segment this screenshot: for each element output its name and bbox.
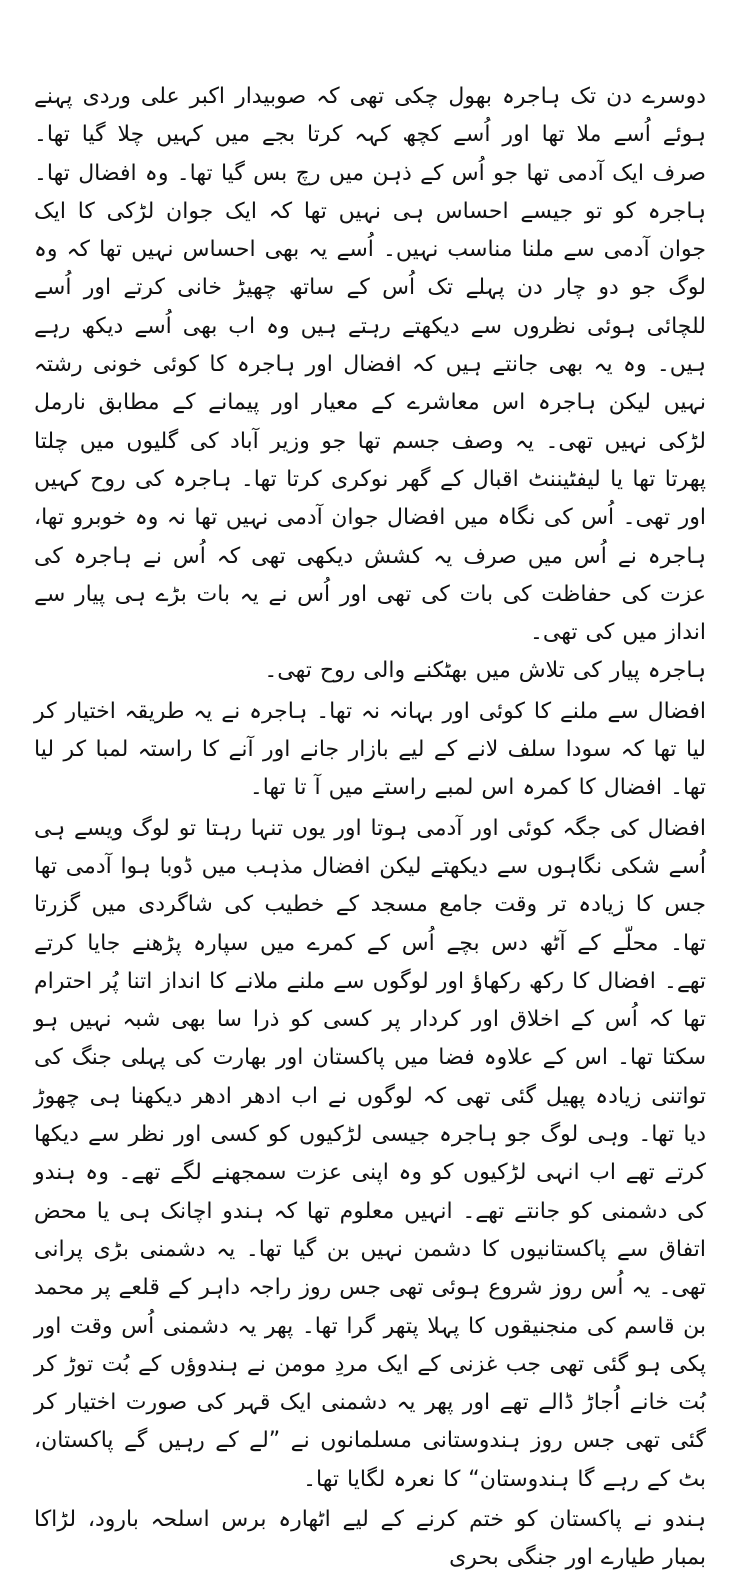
paragraph-afzal-mazhab: افضال کی جگہ کوئی اور آدمی ہوتا اور یوں تنہا رہتا تو لوگ ویسے ہی اُسے شکی نگاہوں سے دیکھتے لیکن افضال مذہب میں ڈوبا ہوا آدمی تھا جس کا زیادہ تر وقت جامع مسجد کے خطیب کی شاگردی میں گزرتا تھا۔ محلّے کے آٹھ دس بچے اُس کے کمرے میں سپارہ پڑھنے جایا کرتے تھے۔ افضال کا رکھ رکھاؤ اور لوگوں سے ملنے ملانے کا انداز اتنا پُر احترام تھا کہ اُس کے اخلاق اور کردار پر کسی کو ذرا سا بھی شبہ نہیں ہو سکتا تھا۔ اس کے علاوہ فضا میں پاکستان اور بھارت کی پہلی جنگ کی تواتنی زیادہ پھیل گئی تھی کہ لوگوں نے اب ادھر ادھر دیکھنا ہی چھوڑ دیا تھا۔ وہی لوگ جو ہاجرہ جیسی لڑکیوں کو کسی اور نظر سے دیکھا کرتے تھے اب انہی لڑکیوں کو وہ اپنی عزت سمجھنے لگے تھے۔ وہ ہندو کی دشمنی کو جانتے تھے۔ انہیں معلوم تھا کہ ہندو اچانک ہی یا محض اتفاق سے پاکستانیوں کا دشمن نہیں بن گیا تھا۔ یہ دشمنی بڑی پرانی تھی۔ یہ اُس روز شروع ہوئی تھی جس روز راجہ داہر کے قلعے پر محمد بن قاسم کی منجنیقوں کا پہلا پتھر گرا تھا۔ پھر یہ دشمنی اُس وقت اور پکی ہو گئی تھی جب غزنی کے ایک مردِ مومن نے ہندوؤں کے بُت توڑ کر بُت خانے اُجاڑ ڈالے تھے اور پھر یہ دشمنی ایک قہر کی صورت اختیار کر گئی تھی جس روز ہندوستانی مسلمانوں نے ”لے کے رہیں گے پاکستان، بٹ کے رہے گا ہندوستان“ کا نعرہ لگایا تھا۔ — [34, 815, 706, 1492]
paragraph-bazar: افضال سے ملنے کا کوئی اور بہانہ نہ تھا۔ ہاجرہ نے یہ طریقہ اختیار کر لیا تھا کہ سودا سلف لانے کے لیے بازار جانے اور آنے کا راستہ لمبا کر لیا تھا۔ افضال کا کمرہ اس لمبے راستے میں آ تا تھا۔ — [34, 698, 706, 801]
paragraph-hindu: ہندو نے پاکستان کو ختم کرنے کے لیے اٹھارہ برس اسلحہ بارود، لڑاکا بمبار طیارے اور جنگی بحری — [34, 1506, 706, 1571]
paragraph-hajra-afzal: دوسرے دن تک ہاجرہ بھول چکی تھی کہ صوبیدار اکبر علی وردی پہنے ہوئے اُسے ملا تھا اور اُسے کچھ کہہ کرتا بجے میں کہیں چلا گیا تھا۔ صرف ایک آدمی تھا جو اُس کے ذہن میں رچ بس گیا تھا۔ وہ افضال تھا۔ ہاجرہ کو تو جیسے احساس ہی نہیں تھا کہ ایک جوان لڑکی کا ایک جوان آدمی سے ملنا مناسب نہیں۔ اُسے یہ بھی احساس نہیں تھا کہ وہ لوگ جو دو چار دن پہلے تک اُس کے ساتھ چھیڑ خانی کرتے اور اُسے للچائی ہوئی نظروں سے دیکھتے رہتے ہیں وہ اب بھی اُسے دیکھ رہے ہیں۔ وہ یہ بھی جانتے ہیں کہ افضال اور ہاجرہ کا کوئی خونی رشتہ نہیں لیکن ہاجرہ اس معاشرے کے معیار اور پیمانے کے مطابق نارمل لڑکی نہیں تھی۔ یہ وصف جسم تھا جو وزیر آباد کی گلیوں میں چلتا پھرتا تھا یا لیفٹیننٹ اقبال کے گھر نوکری کرتا تھا۔ ہاجرہ کی روح کہیں اور تھی۔ اُس کی نگاہ میں افضال جوان آدمی نہیں تھا نہ وہ خوبرو تھا، ہاجرہ نے اُس میں صرف یہ کشش دیکھی تھی کہ اُس نے ہاجرہ کی عزت کی حفاظت کی بات کی تھی اور اُس نے یہ بات بڑے ہی پیار سے انداز میں کی تھی۔ — [34, 84, 706, 646]
urdu-text-body — [34, 78, 706, 1578]
paragraph-roh: ہاجرہ پیار کی تلاش میں بھٹکنے والی روح تھی۔ — [264, 658, 706, 684]
